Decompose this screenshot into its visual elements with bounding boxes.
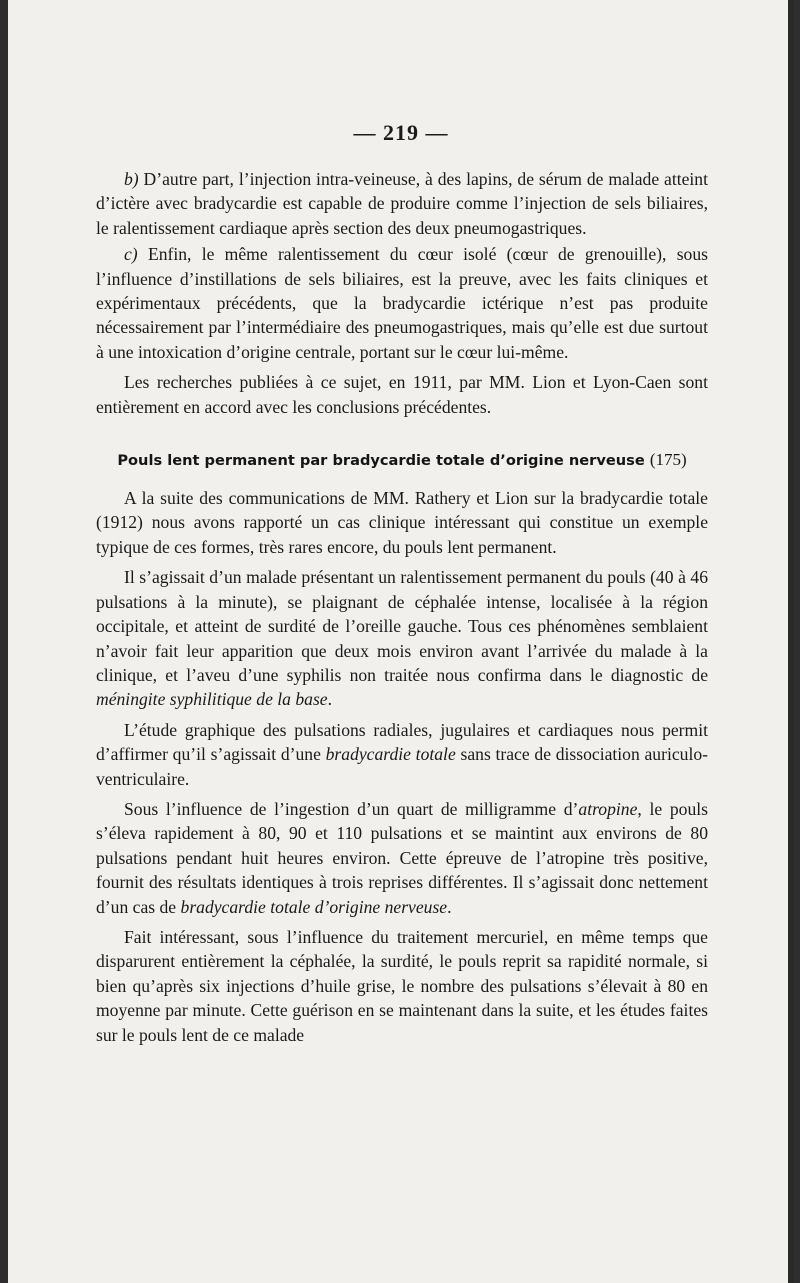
paragraph-atropine-mid: , le pouls s’éleva rapidement à 80, 90 et 110 pulsations et se maintint aux environs de 80 pulsations pendant huit heures environ. Cette épreuve de l’atropine très positive, fournit des résultats identiques à trois reprises différentes. Il s’agissait donc nettement d’un cas de [96,798,708,917]
paragraph-c [96,242,708,364]
paragraph-graphic-end: sans trace de dissociation auriculo-ventriculaire. [96,744,709,789]
section-heading-title: Pouls lent permanent par bradycardie totale d’origine nerveuse [117,452,645,470]
paragraph-graphic [96,718,708,791]
paragraph-atropine-italic2: bradycardie totale d’origine nerveuse [180,896,448,917]
paragraph-case-end: . [327,689,333,710]
paragraph-b-marker: b) [124,169,139,189]
paragraph-b-text: D’autre part, l’injection intra-veineuse, à des lapins, de sérum de malade atteint d’ictère avec bradycardie est capable de produire comme l’injection de sels biliaires, le ralentissement cardiaque après section des deux pneumogastriques. [96,169,708,238]
body-text [96,167,708,1047]
paragraph-case-italic: méningite syphilitique de la base [96,689,328,710]
paragraph-research: Les recherches publiées à ce sujet, en 1911, par MM. Lion et Lyon-Caen sont entièrement en accord avec les conclusions précédentes. [96,372,708,417]
paragraph-atropine [96,797,708,919]
paragraph-graphic-italic: bradycardie totale [325,744,456,765]
section-heading [96,449,708,472]
paragraph-atropine-italic: atropine [578,798,638,819]
page-number: — 219 — [353,120,449,145]
paragraph-case [96,565,708,711]
paragraph-intro: A la suite des communications de MM. Rathery et Lion sur la bradycardie totale (1912) nous avons rapporté un cas clinique intéressant qui constitue un exemple typique de ces formes, très rares encore, du pouls lent permanent. [96,488,708,557]
paragraph-atropine-text: Sous l’influence de l’ingestion d’un quart de milligramme d’ [124,798,579,819]
paragraph-c-marker: c) [124,244,138,265]
paragraph-case-text: Il s’agissait d’un malade présentant un ralentissement permanent du pouls (40 à 46 pulsations à la minute), se plaignant de céphalée intense, localisée à la région occipitale, et atteint de surdité de l’oreille gauche. Tous ces phénomènes semblaient n’avoir fait leur apparition que deux mois environ avant l’arrivée du malade à la clinique, et l’aveu d’une syphilis non traitée nous confirma dans le diagnostic de [96,567,708,685]
paragraph-c-text: Enfin, le même ralentissement du cœur isolé (cœur de grenouille), sous l’influence d’instillations de sels biliaires, est la preuve, avec les faits cliniques et expérimentaux précédents, que la bradycardie ictérique n’est pas produite nécessairement par l’intermédiaire des pneumogastriques, mais qu’elle est due surtout à une intoxication d’origine centrale, portant sur le cœur lui-même. [96,244,708,362]
paragraph-graphic-text: L’étude graphique des pulsations radiales, jugulaires et cardiaques nous permit d’affirmer qu’il s’agissait d’une [96,719,708,765]
paragraph-final: Fait intéressant, sous l’influence du traitement mercuriel, en même temps que disparurent entièrement la céphalée, la surdité, le pouls reprit sa rapidité normale, si bien qu’après six injections d’huile grise, le nombre des pulsations s’élevait à 80 en moyenne par minute. Cette guérison en se maintenant dans la suite, et les études faites sur le pouls lent de ce malade [96,926,708,1045]
paragraph-atropine-end: . [447,896,452,917]
book-spine-edge [788,0,794,1283]
section-heading-ref: (175) [649,450,687,470]
book-page [8,0,794,1283]
paragraph-b [96,167,708,240]
